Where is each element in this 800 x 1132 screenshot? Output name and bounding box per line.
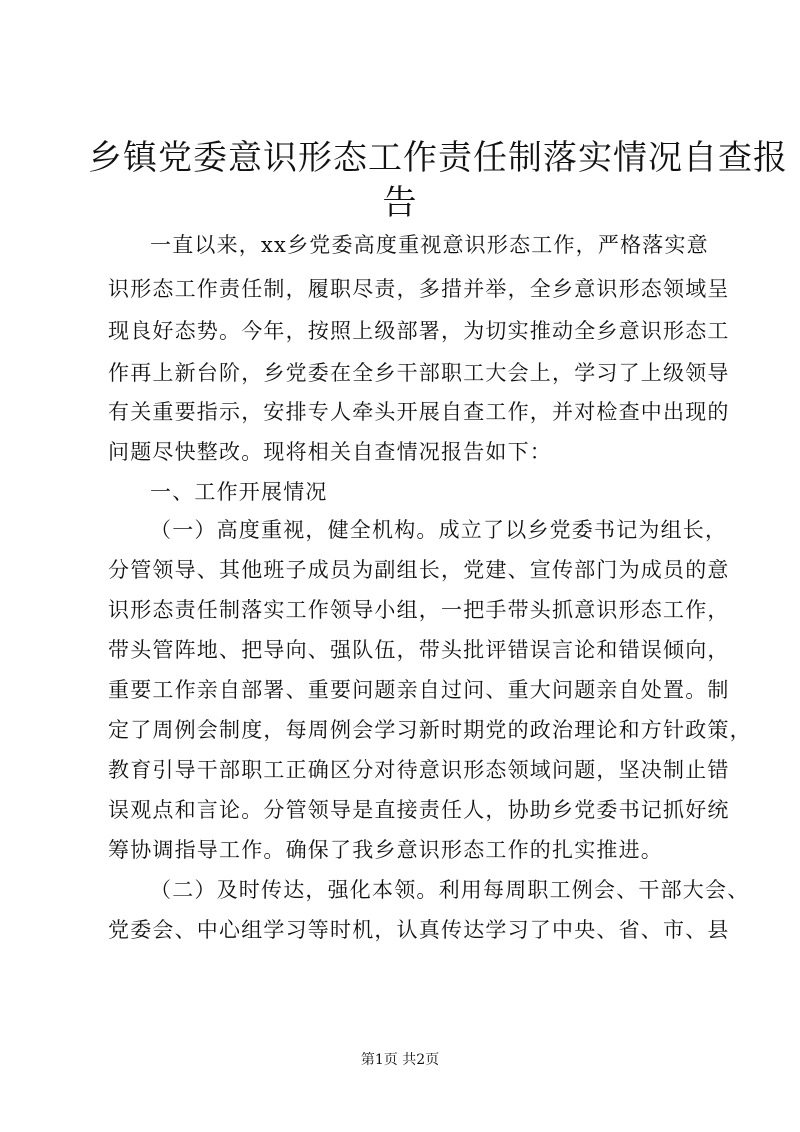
subsection-heading-line: （一）高度重视，健全机构。成立了以乡党委书记为组长， bbox=[150, 518, 728, 542]
body-text-line: 问题尽快整改。现将相关自查情况报告如下： bbox=[108, 440, 552, 464]
body-text-line: 作再上新台阶，乡党委在全乡干部职工大会上，学习了上级领导 bbox=[108, 361, 730, 385]
body-text-line: 现良好态势。今年，按照上级部署，为切实推动全乡意识形态工 bbox=[108, 319, 730, 343]
body-text-line: 分管领导、其他班子成员为副组长，党建、宣传部门为成员的意 bbox=[108, 558, 730, 582]
body-text-line: 党委会、中心组学习等时机，认真传达学习了中央、省、市、县 bbox=[108, 918, 730, 942]
document-title-line-2: 告 bbox=[382, 183, 418, 223]
body-text-line: 带头管阵地、把导向、强队伍，带头批评错误言论和错误倾向， bbox=[108, 638, 730, 662]
page-number-footer: 第1页 共2页 bbox=[360, 1052, 440, 1068]
subsection-heading-line: （二）及时传达，强化本领。利用每周职工例会、干部大会、 bbox=[150, 878, 750, 902]
body-text-line: 识形态责任制落实工作领导小组，一把手带头抓意识形态工作， bbox=[108, 598, 730, 622]
document-title-line-1: 乡镇党委意识形态工作责任制落实情况自查报 bbox=[88, 138, 788, 178]
body-text-line: 误观点和言论。分管领导是直接责任人，协助乡党委书记抓好统 bbox=[108, 798, 730, 822]
section-heading: 一、工作开展情况 bbox=[150, 480, 328, 504]
body-text-line: 教育引导干部职工正确区分对待意识形态领域问题，坚决制止错 bbox=[108, 758, 730, 782]
body-text-line: 定了周例会制度，每周例会学习新时期党的政治理论和方针政策， bbox=[108, 718, 752, 742]
body-text-line: 一直以来，xx乡党委高度重视意识形态工作，严格落实意 bbox=[150, 233, 709, 257]
body-text-line: 识形态工作责任制，履职尽责，多措并举，全乡意识形态领域呈 bbox=[108, 277, 730, 301]
body-text-line: 有关重要指示，安排专人牵头开展自查工作，并对检查中出现的 bbox=[108, 400, 730, 424]
body-text-line: 重要工作亲自部署、重要问题亲自过问、重大问题亲自处置。制 bbox=[108, 678, 730, 702]
body-text-line: 筹协调指导工作。确保了我乡意识形态工作的扎实推进。 bbox=[108, 838, 663, 862]
